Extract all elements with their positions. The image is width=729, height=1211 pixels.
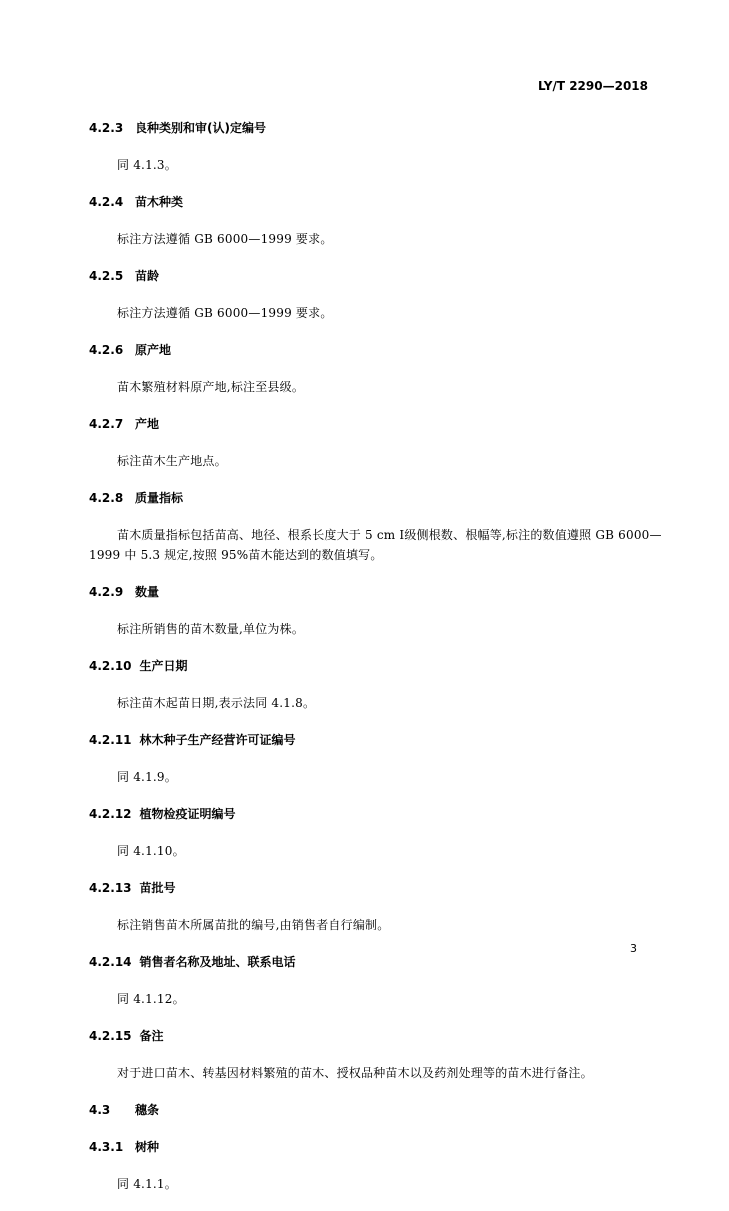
section-title: 产地 [135,417,160,431]
section-number: 4.2.7 [89,417,124,431]
section-number: 4.2.6 [89,343,124,357]
section-title: 生产日期 [139,659,188,673]
section-paragraph: 标注苗木生产地点。 [117,454,227,468]
section-number: 4.2.12 [89,807,132,821]
section-paragraph: 苗木质量指标包括苗高、地径、根系长度大于 5 cm Ⅰ级侧根数、根幅等,标注的数值遵照 GB 6000—1999 中 5.3 规定,按照 95%苗木能达到的数值填写。 [89,528,662,562]
section-heading [89,266,664,286]
section-heading [89,730,664,750]
document-body [89,118,664,1211]
section-heading [89,414,664,434]
section-title: 原产地 [135,343,172,357]
section-number: 4.3.1 [89,1140,124,1154]
section-title: 良种类别和审(认)定编号 [135,121,266,135]
section-number: 4.2.10 [89,659,132,673]
section-heading [89,192,664,212]
section-heading [89,1026,664,1046]
page-number: 3 [630,942,637,955]
section-paragraph: 同 4.1.3。 [117,158,177,172]
section-title: 苗批号 [139,881,176,895]
section-heading [89,582,664,602]
section-heading [89,340,664,360]
document-code: LY/T 2290—2018 [537,79,648,93]
section-title: 质量指标 [135,491,184,505]
section-heading [89,1137,664,1157]
section-number: 4.2.3 [89,121,124,135]
section-number: 4.2.13 [89,881,132,895]
section-title: 树种 [135,1140,160,1154]
section-number: 4.2.9 [89,585,124,599]
section-title: 销售者名称及地址、联系电话 [139,955,296,969]
section-paragraph: 苗木繁殖材料原产地,标注至县级。 [117,380,305,394]
section-number: 4.2.8 [89,491,124,505]
section-heading [89,878,664,898]
section-heading [89,488,664,508]
section-paragraph: 标注方法遵循 GB 6000—1999 要求。 [117,306,333,320]
section-paragraph: 标注苗木起苗日期,表示法同 4.1.8。 [117,696,316,710]
section-title: 林木种子生产经营许可证编号 [139,733,296,747]
section-paragraph: 同 4.1.9。 [117,770,177,784]
section-title: 苗龄 [135,269,160,283]
section-number: 4.3 [89,1103,111,1117]
section-heading [89,118,664,138]
section-number: 4.2.5 [89,269,124,283]
section-heading [89,1100,664,1120]
section-heading [89,804,664,824]
section-paragraph: 标注所销售的苗木数量,单位为株。 [117,622,305,636]
section-title: 数量 [135,585,160,599]
section-title: 备注 [139,1029,164,1043]
section-title: 植物检疫证明编号 [139,807,236,821]
section-number: 4.2.14 [89,955,132,969]
section-heading [89,656,664,676]
section-number: 4.2.15 [89,1029,132,1043]
section-paragraph: 标注销售苗木所属苗批的编号,由销售者自行编制。 [117,918,390,932]
section-paragraph: 标注方法遵循 GB 6000—1999 要求。 [117,232,333,246]
section-title: 苗木种类 [135,195,184,209]
section-title: 穗条 [135,1103,160,1117]
section-paragraph: 同 4.1.12。 [117,992,185,1006]
section-number: 4.2.11 [89,733,132,747]
section-paragraph: 同 4.1.10。 [117,844,185,858]
section-paragraph: 对于进口苗木、转基因材料繁殖的苗木、授权品种苗木以及药剂处理等的苗木进行备注。 [117,1066,593,1080]
section-paragraph: 同 4.1.1。 [117,1177,177,1191]
section-heading [89,952,664,972]
section-number: 4.2.4 [89,195,124,209]
